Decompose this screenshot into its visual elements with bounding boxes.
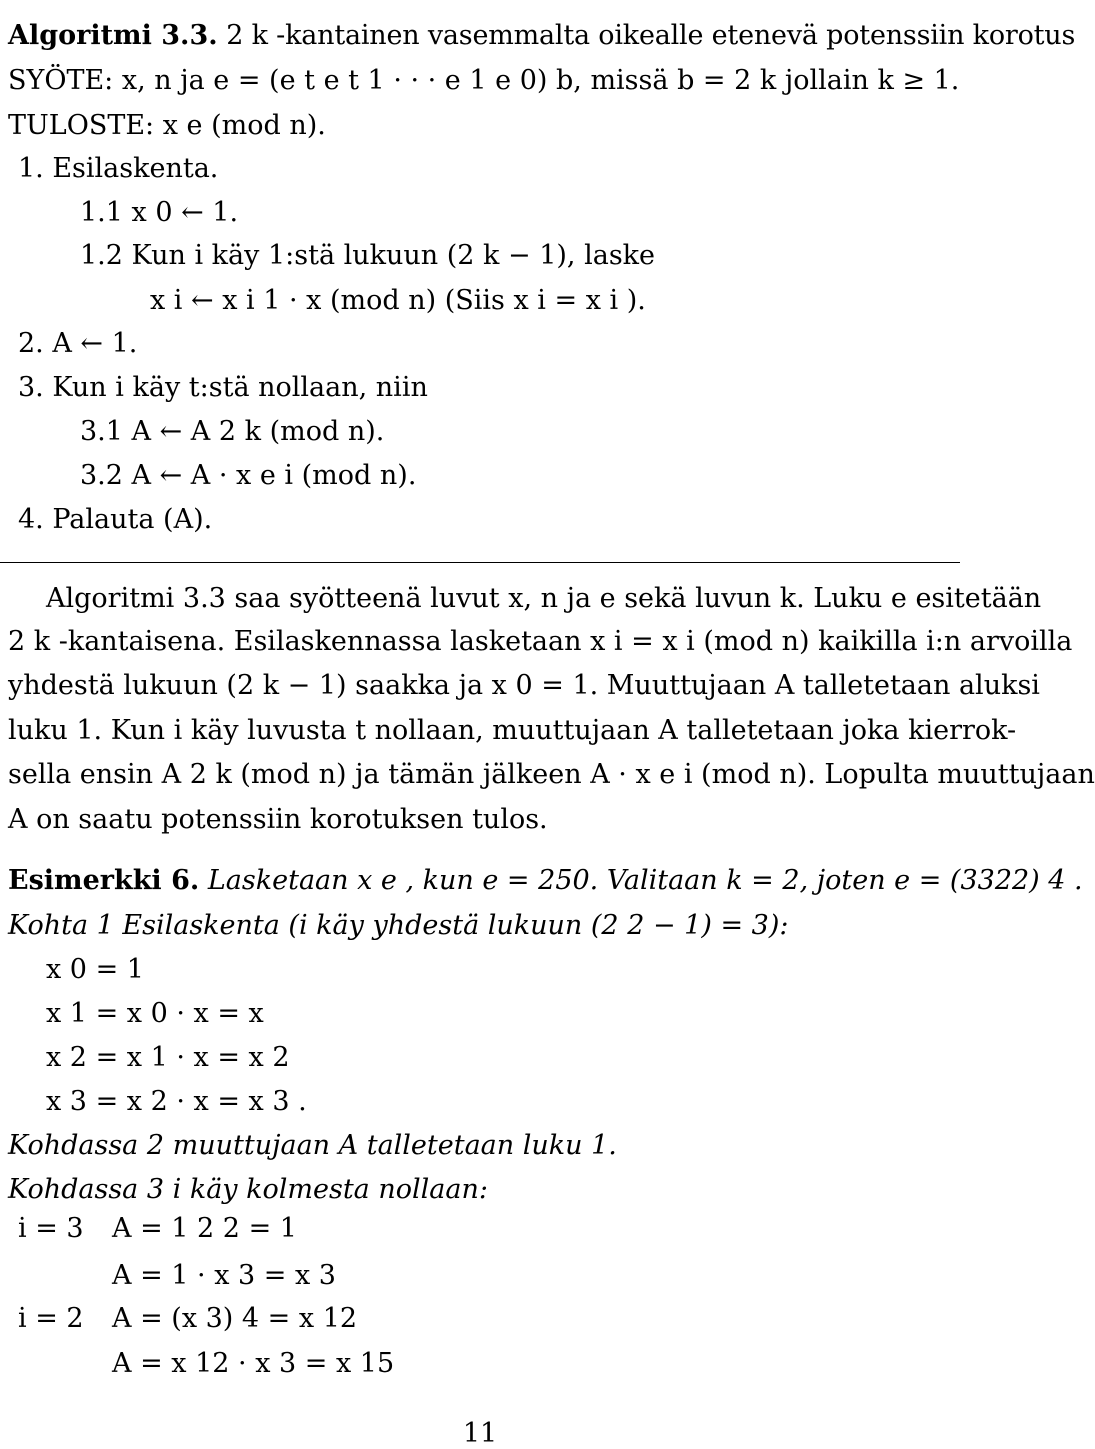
example-label: Esimerkki 6. bbox=[8, 865, 200, 896]
iteration-index: i = 2 bbox=[18, 1303, 84, 1334]
algorithm-step: 1. Esilaskenta. bbox=[18, 153, 219, 184]
iteration-index: i = 3 bbox=[18, 1213, 84, 1244]
algorithm-step: 4. Palauta (A). bbox=[18, 504, 213, 535]
horizontal-rule bbox=[0, 562, 960, 563]
example-step2: Kohdassa 2 muuttujaan A talletetaan luku 1. bbox=[8, 1130, 617, 1161]
paragraph-line: sella ensin A 2 k (mod n) ja tämän jälkeen A · x e i (mod n). Lopulta muuttujaan bbox=[8, 759, 1095, 790]
precomp-line: x 1 = x 0 · x = x bbox=[46, 998, 264, 1029]
iteration-value: A = 1 · x 3 = x 3 bbox=[112, 1260, 336, 1291]
precomp-line: x 3 = x 2 · x = x 3 . bbox=[46, 1086, 307, 1117]
algorithm-title-label: Algoritmi 3.3. bbox=[8, 20, 218, 51]
example-step3: Kohdassa 3 i käy kolmesta nollaan: bbox=[8, 1174, 488, 1205]
iteration-value: A = 1 2 2 = 1 bbox=[112, 1213, 297, 1244]
algorithm-step: 1.1 x 0 ← 1. bbox=[80, 197, 239, 228]
algorithm-step: 3.2 A ← A · x e i (mod n). bbox=[80, 460, 417, 491]
example-step1: Kohta 1 Esilaskenta (i käy yhdestä lukuun (2 2 − 1) = 3): bbox=[8, 910, 789, 941]
paragraph-line: Algoritmi 3.3 saa syötteenä luvut x, n ja e sekä luvun k. Luku e esitetään bbox=[46, 583, 1042, 614]
algorithm-step: 3.1 A ← A 2 k (mod n). bbox=[80, 416, 385, 447]
precomp-line: x 2 = x 1 · x = x 2 bbox=[46, 1042, 290, 1073]
algorithm-title-text: 2 k -kantainen vasemmalta oikealle etenevä potenssiin korotus bbox=[226, 20, 1076, 51]
algorithm-step: x i ← x i 1 · x (mod n) (Siis x i = x i ). bbox=[150, 285, 646, 316]
paragraph-line: A on saatu potenssiin korotuksen tulos. bbox=[8, 804, 548, 835]
paragraph-line: yhdestä lukuun (2 k − 1) saakka ja x 0 = 1. Muuttujaan A talletetaan aluksi bbox=[8, 670, 1040, 701]
algorithm-step: 1.2 Kun i käy 1:stä lukuun (2 k − 1), laske bbox=[80, 240, 656, 271]
algorithm-title bbox=[8, 22, 1075, 49]
example-text: Lasketaan x e , kun e = 250. Valitaan k = 2, joten e = (3322) 4 . bbox=[207, 865, 1083, 896]
precomp-line: x 0 = 1 bbox=[46, 954, 144, 985]
page-number: 11 bbox=[462, 1418, 498, 1449]
algorithm-output: TULOSTE: x e (mod n). bbox=[8, 110, 326, 141]
example-heading bbox=[8, 867, 1083, 894]
algorithm-input: SYÖTE: x, n ja e = (e t e t 1 · · · e 1 e 0) b, missä b = 2 k jollain k ≥ 1. bbox=[8, 65, 960, 96]
algorithm-step: 2. A ← 1. bbox=[18, 328, 138, 359]
algorithm-step: 3. Kun i käy t:stä nollaan, niin bbox=[18, 372, 428, 403]
paragraph-line: luku 1. Kun i käy luvusta t nollaan, muuttujaan A talletetaan joka kierrok- bbox=[8, 715, 1017, 746]
iteration-value: A = x 12 · x 3 = x 15 bbox=[112, 1348, 395, 1379]
paragraph-line: 2 k -kantaisena. Esilaskennassa lasketaan x i = x i (mod n) kaikilla i:n arvoilla bbox=[8, 626, 1073, 657]
iteration-value: A = (x 3) 4 = x 12 bbox=[112, 1303, 358, 1334]
